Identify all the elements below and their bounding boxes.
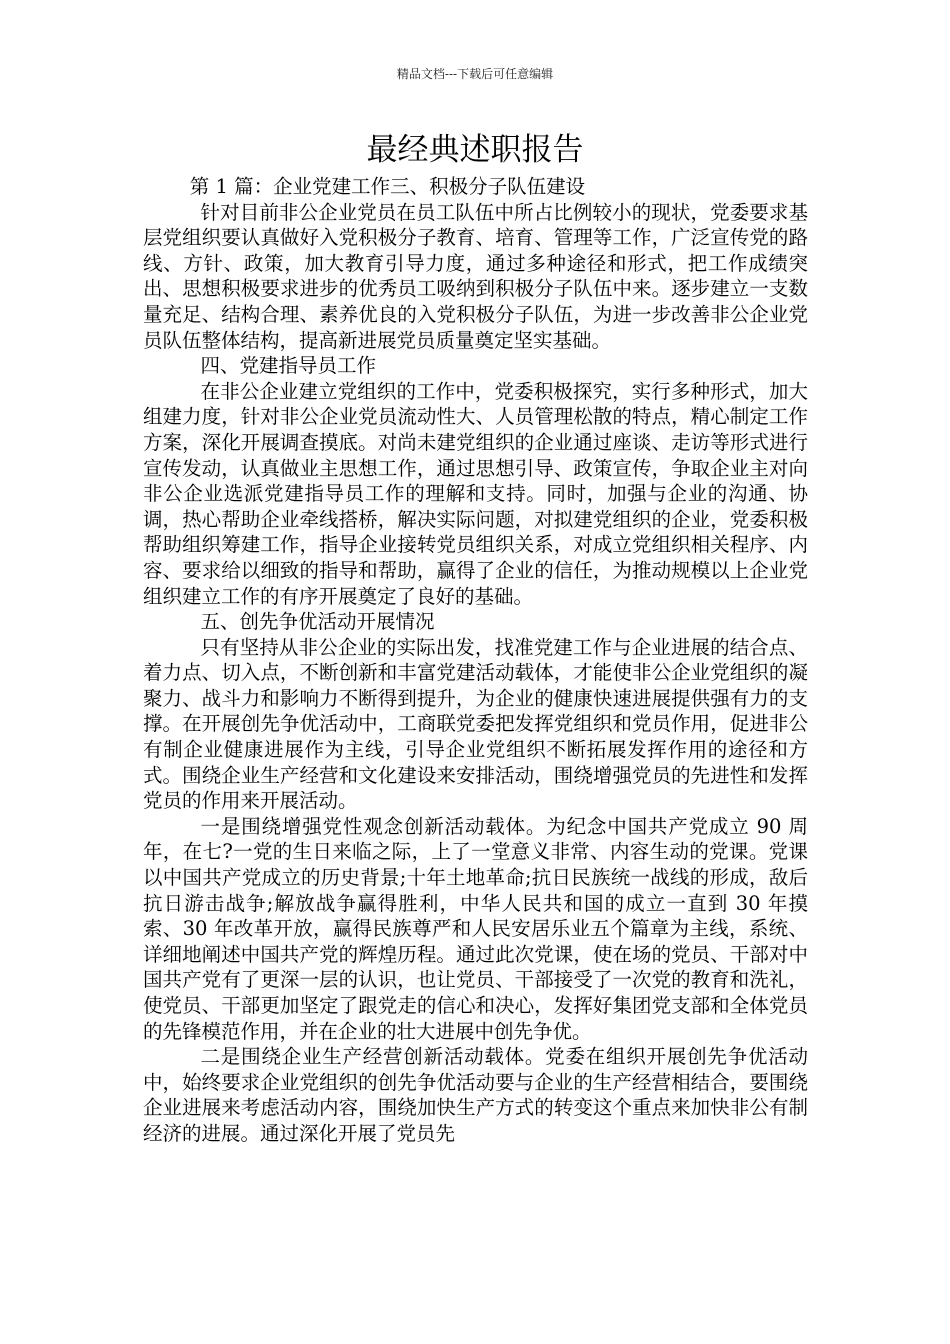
body-paragraph: 一是围绕增强党性观念创新活动载体。为纪念中国共产党成立 90 周年，在七?一党的生日来临之际，上了一堂意义非常、内容生动的党课。党课以中国共产党成立的历史背景;十年土地革命;抗日民族统一战线的形成，敌后抗日游击战争;解放战争赢得胜利，中华人民共和国的成立一直到 30 年摸索、30 年改革开放，赢得民族尊严和人民安居乐业五个篇章为主线，系统、详细地阐述中国共产党的辉煌历程。通过此次党课，使在场的党员、干部对中国共产党有了更深一层的认识，也让党员、干部接受了一次党的教育和洗礼，使党员、干部更加坚定了跟党走的信心和决心，发挥好集团党支部和全体党员的先锋模范作用，并在企业的壮大进展中创先争优。 <box>143 814 808 1043</box>
section-heading-5: 五、创先争优活动开展情况 <box>200 610 435 634</box>
header-note: 精品文档---下载后可任意编辑 <box>396 67 554 81</box>
body-paragraph: 在非公企业建立党组织的工作中，党委积极探究，实行多种形式，加大组建力度，针对非公企业党员流动性大、人员管理松散的特点，精心制定工作方案，深化开展调查摸底。对尚未建党组织的企业通过座谈、走访等形式进行宣传发动，认真做业主思想工作，通过思想引导、政策宣传，争取企业主对向非公企业选派党建指导员工作的理解和支持。同时，加强与企业的沟通、协调，热心帮助企业牵线搭桥，解决实际问题，对拟建党组织的企业，党委积极帮助组织筹建工作，指导企业接转党员组织关系，对成立党组织相关程序、内容、要求给以细致的指导和帮助，赢得了企业的信任，为推动规模以上企业党组织建立工作的有序开展奠定了良好的基础。 <box>143 379 808 608</box>
section-heading-4: 四、党建指导员工作 <box>200 354 377 378</box>
body-paragraph: 只有坚持从非公企业的实际出发，找准党建工作与企业进展的结合点、着力点、切入点，不断创新和丰富党建活动载体，才能使非公企业党组织的凝聚力、战斗力和影响力不断得到提升，为企业的健康快速进展提供强有力的支撑。在开展创先争优活动中，工商联党委把发挥党组织和党员作用，促进非公有制企业健康进展作为主线，引导企业党组织不断拓展发挥作用的途径和方式。围绕企业生产经营和文化建设来安排活动，围绕增强党员的先进性和发挥党员的作用来开展活动。 <box>143 635 808 813</box>
document-title: 最经典述职报告 <box>366 132 584 168</box>
body-paragraph: 针对目前非公企业党员在员工队伍中所占比例较小的现状，党委要求基层党组织要认真做好入党积极分子教育、培育、管理等工作，广泛宣传党的路线、方针、政策，加大教育引导力度，通过多种途径和形式，把工作成绩突出、思想积极要求进步的优秀员工吸纳到积极分子队伍中来。逐步建立一支数量充足、结构合理、素养优良的入党积极分子队伍，为进一步改善非公企业党员队伍整体结构，提高新进展党员质量奠定坚实基础。 <box>143 200 808 352</box>
body-paragraph: 二是围绕企业生产经营创新活动载体。党委在组织开展创先争优活动中，始终要求企业党组织的创先争优活动要与企业的生产经营相结合，要围绕企业进展来考虑活动内容，围绕加快生产方式的转变这个重点来加快非公有制经济的进展。通过深化开展了党员先 <box>143 1045 808 1145</box>
section-heading-1: 第 1 篇：企业党建工作三、积极分子队伍建设 <box>189 175 586 198</box>
document-body <box>143 174 808 1147</box>
